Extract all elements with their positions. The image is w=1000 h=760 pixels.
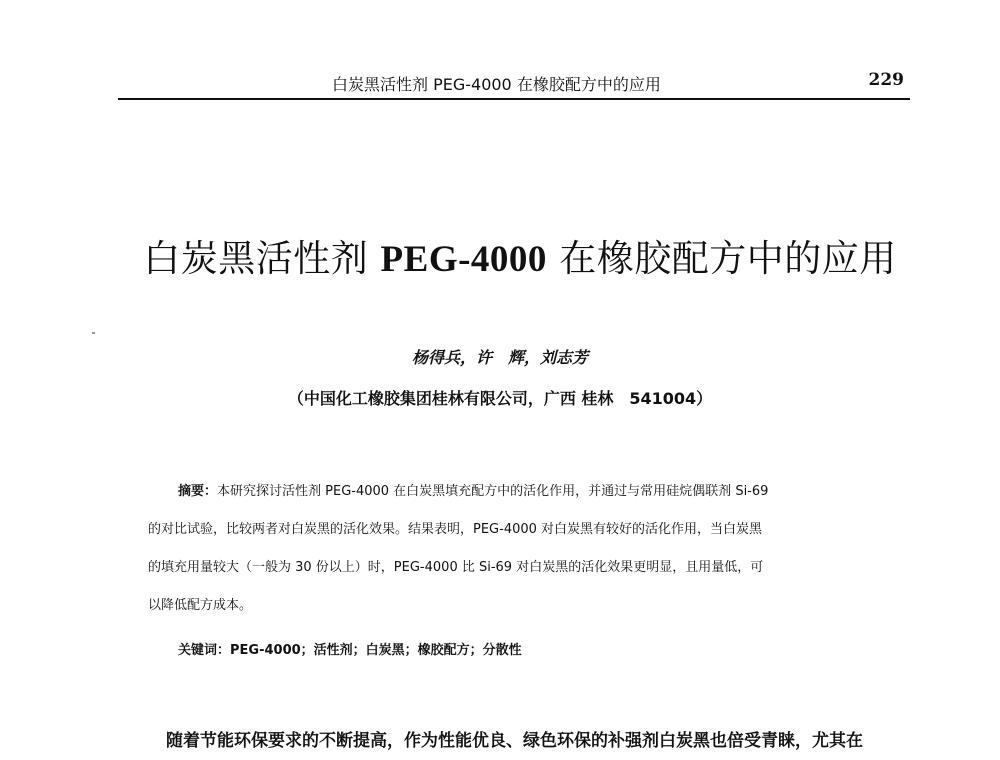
scan-speck (92, 332, 95, 334)
abstract-label: 摘要： (178, 484, 218, 499)
paper-title-part-3: 在橡胶配方中的应用 (546, 237, 897, 280)
abstract-line: 的填充用量较大（一般为 30 份以上）时，PEG-4000 比 Si-69 对白炭黑的活化效果更明显，且用量低，可 (148, 560, 764, 575)
authors: 杨得兵，许 辉，刘志芳 (411, 348, 588, 367)
running-title: 白炭黑活性剂 PEG-4000 在橡胶配方中的应用 (332, 75, 661, 94)
paper-title (100, 228, 940, 282)
abstract-line: 以降低配方成本。 (148, 598, 253, 613)
paper-title-part-1: 白炭黑活性剂 (143, 237, 381, 280)
body-paragraph: 随着节能环保要求的不断提高，作为性能优良、绿色环保的补强剂白炭黑也倍受青睐，尤其在 (166, 731, 863, 751)
abstract-text: 本研究探讨活性剂 PEG-4000 在白炭黑填充配方中的活化作用，并通过与常用硅烷偶联剂 Si-69 (217, 484, 769, 499)
running-header (118, 66, 910, 100)
affiliation: （中国化工橡胶集团桂林有限公司，广西 桂林 541004） (287, 389, 713, 408)
page-number: 229 (868, 70, 904, 90)
abstract-line (148, 473, 928, 511)
paper-title-part-2: PEG-4000 (380, 239, 547, 280)
abstract (148, 473, 928, 625)
keywords: 关键词：PEG-4000；活性剂；白炭黑；橡胶配方；分散性 (178, 643, 522, 658)
abstract-line: 的对比试验，比较两者对白炭黑的活化效果。结果表明，PEG-4000 对白炭黑有较好的活化作用，当白炭黑 (148, 522, 763, 537)
